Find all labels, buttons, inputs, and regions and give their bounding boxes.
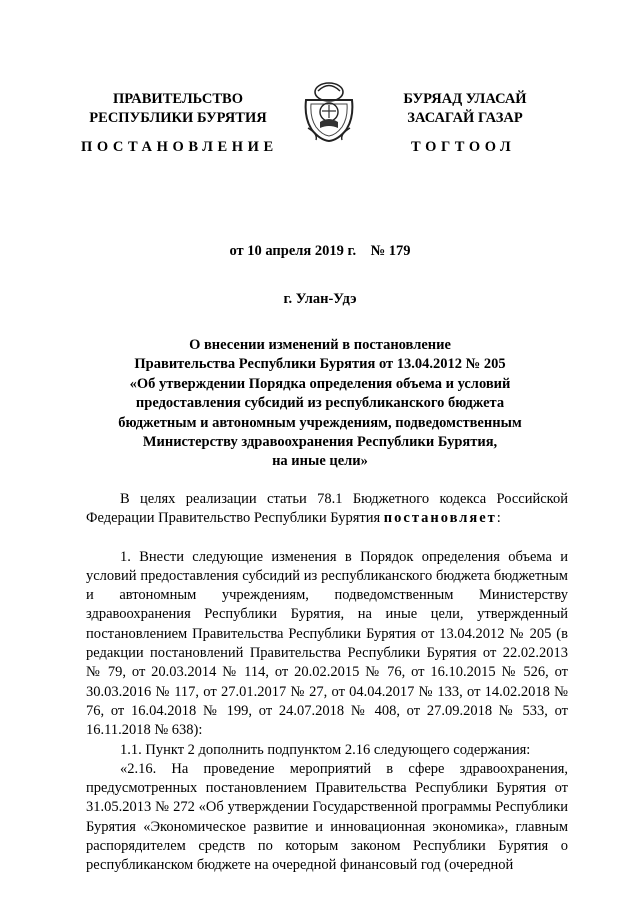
issuer-bur-line1: БУРЯАД УЛАСАЙ xyxy=(403,91,527,107)
coat-of-arms-emblem xyxy=(298,78,360,144)
title-line: Министерству здравоохранения Республики Бурятия, xyxy=(142,434,498,451)
paragraph: 1. Внести следующие изменения в Порядок определения объема и условий предоставления субсидий из республиканского бюджета бюджетным и автономным учреждениям, подведомственным Министерству здравоохранения Республики Бурятия, на иные цели, утвержденный постановлением Правительства Республики Бурятия от 13.04.2012 № 205 (в редакции постановлений Правительства Республики Бурятия от 22.02.2013 № 79, от 20.03.2014 № 114, от 20.02.2015 № 76, от 16.10.2015 № 526, от 30.03.2016 № 117, от 27.01.2017 № 27, от 04.04.2017 № 133, от 14.02.2018 № 76, от 16.04.2018 № 199, от 24.07.2018 № 408, от 27.09.2018 № 533, от 16.11.2018 № 638): xyxy=(86,548,568,739)
title-line: Правительства Республики Бурятия от 13.04.2012 № 205 xyxy=(134,356,506,373)
issuer-ru xyxy=(78,90,278,128)
date-number: от 10 апреля 2019 г. № 179 xyxy=(229,243,411,259)
issuer-ru-line1: ПРАВИТЕЛЬСТВО xyxy=(113,91,243,107)
preamble-text: В целях реализации статьи 78.1 Бюджетного кодекса Российской Федерации Правительство Республики Бурятия xyxy=(86,491,568,527)
doc-type-ru: ПОСТАНОВЛЕНИЕ xyxy=(81,139,278,155)
preamble-emphasis: постановляет xyxy=(383,510,497,527)
title-line: предоставления субсидий из республиканского бюджета xyxy=(135,395,505,412)
preamble-end: : xyxy=(496,510,501,527)
city: г. Улан-Удэ xyxy=(283,291,357,307)
title-line: О внесении изменений в постановление xyxy=(189,337,451,353)
title-line: бюджетным и автономным учреждениям, подведомственным xyxy=(118,414,522,431)
issuer-ru-line2: РЕСПУБЛИКИ БУРЯТИЯ xyxy=(89,110,267,126)
document-title xyxy=(100,336,540,472)
doc-type-bur: ТОГТООЛ xyxy=(411,139,516,155)
preamble xyxy=(86,490,568,529)
title-line: «Об утверждении Порядка определения объема и условий xyxy=(129,375,511,392)
paragraph: 1.1. Пункт 2 дополнить подпунктом 2.16 следующего содержания: xyxy=(120,741,531,758)
issuer-bur-line2: ЗАСАГАЙ ГАЗАР xyxy=(407,110,523,126)
title-line: на иные цели» xyxy=(272,453,368,470)
paragraph: «2.16. На проведение мероприятий в сфере здравоохранения, предусмотренных постановлением Правительства Республики Бурятия от 31.05.2013 № 272 «Об утверждении Государственной программы Республики Бурятия «Экономическое развитие и инновационная экономика», главным распорядителем средств по которым законом Республики Бурятия о республиканском бюджете на очередной финансовый год (очередной xyxy=(86,760,568,874)
issuer-bur xyxy=(372,90,558,128)
document-body xyxy=(86,490,568,876)
